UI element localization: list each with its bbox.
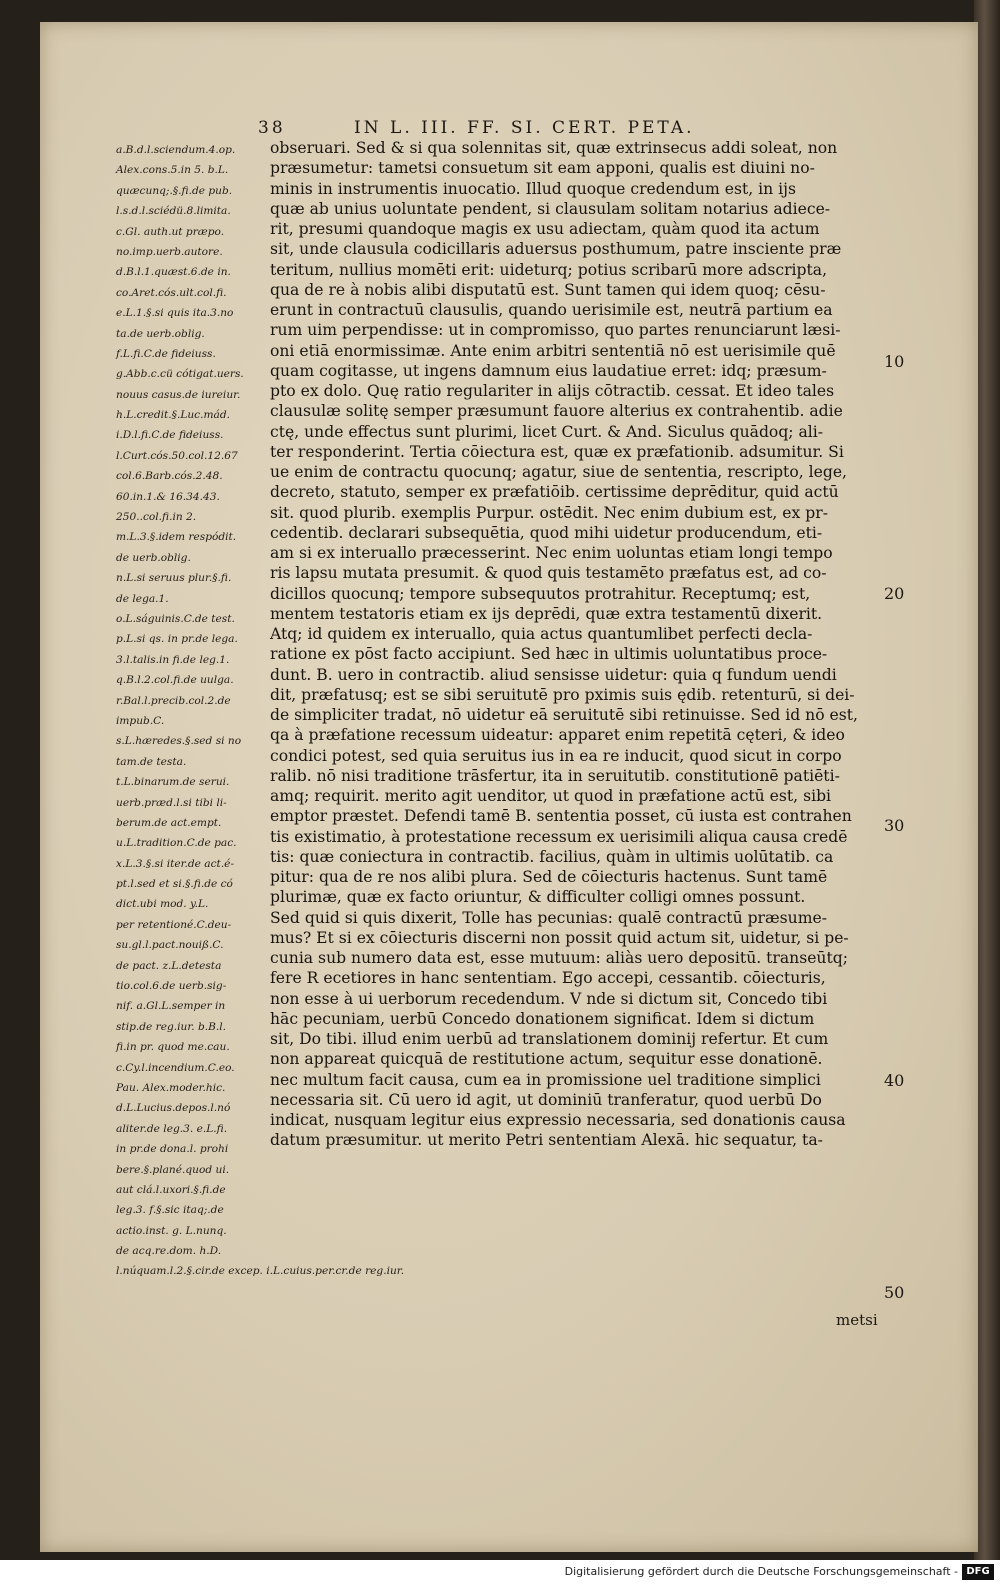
margin-note: o.L.ságuinis.C.de test. <box>116 612 235 625</box>
margin-note: pt.l.sed et si.§.fi.de có <box>116 878 233 891</box>
margin-note: aliter.de leg.3. e.L.fi. <box>116 1122 228 1135</box>
line-number: 20 <box>884 584 905 603</box>
margin-note: in pr.de dona.l. prohi <box>116 1143 229 1156</box>
body-line: dicillos quocunq; tempore subsequutos protrahitur. Receptumq; est, <box>270 584 811 603</box>
body-line: pitur: qua de re nos alibi plura. Sed de cōiecturis hactenus. Sunt tamē <box>270 868 828 886</box>
margin-note: dict.ubi mod. y.L. <box>116 898 209 911</box>
margin-note: l.Curt.cós.50.col.12.67 <box>116 449 238 462</box>
line-number: 40 <box>884 1071 905 1090</box>
body-line: minis in instrumentis inuocatio. Illud quoque credendum est, in ijs <box>270 179 796 198</box>
margin-note: berum.de act.empt. <box>116 816 222 829</box>
dfg-logo: DFG <box>962 1564 994 1580</box>
margin-note: Pau. Alex.moder.hic. <box>116 1081 226 1094</box>
margin-note: col.6.Barb.cós.2.48. <box>116 470 223 483</box>
margin-note: u.L.tradition.C.de pac. <box>116 837 237 850</box>
margin-note: de lega.1. <box>116 592 169 605</box>
body-line: sit. quod plurib. exemplis Purpur. ostēdit. Nec enim dubium est, ex pr- <box>270 503 828 522</box>
body-line: amq; requirit. merito agit uenditor, ut quod in præfatione actū est, sibi <box>270 787 832 805</box>
margin-note: aut clá.l.uxori.§.fi.de <box>116 1183 226 1196</box>
body-line: nec multum facit causa, cum ea in promissione uel traditione simplici <box>270 1070 821 1089</box>
margin-note: d.B.l.1.quæst.6.de in. <box>116 266 231 279</box>
body-line: hāc pecuniam, uerbū Concedo donationem significat. Idem si dictum <box>270 1009 815 1028</box>
digitization-credit: Digitalisierung gefördert durch die Deutsche Forschungsgemeinschaft - <box>564 1565 958 1578</box>
margin-note: n.L.si seruus plur.§.fi. <box>116 572 232 585</box>
margin-note: l.s.d.l.sciédü.8.limita. <box>116 205 231 218</box>
body-line: indicat, nusquam legitur eius expressio necessaria, sed donationis causa <box>270 1111 846 1129</box>
body-line: erunt in contractuū clausulis, quando uerisimile est, neutrā partium ea <box>270 301 833 319</box>
running-head <box>258 118 788 140</box>
body-line: Sed quid si quis dixerit, Tolle has pecunias: qualē contractū præsume- <box>270 908 827 927</box>
body-line: am si ex interuallo præcesserint. Nec enim uoluntas etiam longi tempo <box>270 544 833 562</box>
margin-note: t.L.binarum.de serui. <box>116 776 230 789</box>
body-line: condici potest, sed quia seruitus ius in ea re inducit, quod sicut in corpo <box>270 746 842 765</box>
body-line: non appareat quicquā de restitutione actum, sequitur esse donationē. <box>270 1050 823 1069</box>
margin-note: per retentioné.C.deu- <box>116 918 232 931</box>
body-line: emptor præstet. Defendi tamē B. sententia posset, cū iusta est contrahen <box>270 807 852 826</box>
margin-note: no.imp.uerb.autore. <box>116 245 223 258</box>
body-line: necessaria sit. Cū uero id agit, ut dominiū tranferatur, quod uerbū Do <box>270 1090 822 1109</box>
margin-note: s.L.hæredes.§.sed si no <box>116 735 242 748</box>
margin-note: a.B.d.l.sciendum.4.op. <box>116 144 236 156</box>
body-line: ter responderint. Tertia cōiectura est, quæ ex præfationib. adsumitur. Si <box>270 442 844 461</box>
body-line: qa à præfatione recessum uideatur: apparet enim repetitā cęteri, & ideo <box>270 726 845 745</box>
margin-note: de pact. z.L.detesta <box>116 959 222 972</box>
body-line: mentem testatoris etiam ex ijs deprēdi, quæ extra testamentū dixerit. <box>270 604 823 623</box>
body-line: clausulæ solitę semper præsumunt fauore alterius ex contrahentib. adie <box>270 402 843 421</box>
margin-note: e.L.1.§.si quis ita.3.no <box>116 307 234 320</box>
margin-note: tam.de testa. <box>116 755 187 768</box>
catchword: metsi <box>836 1311 878 1329</box>
body-line: datum præsumitur. ut merito Petri sententiam Alexā. hic sequatur, ta- <box>270 1131 823 1150</box>
margin-note: tio.col.6.de uerb.sig- <box>116 980 227 993</box>
margin-note: nouus casus.de iureiur. <box>116 388 241 401</box>
margin-notes <box>116 140 405 1282</box>
body-line: rit, presumi quandoque magis ex usu adiectam, quàm quod ita actum <box>270 220 820 238</box>
body-line: ratione ex pōst facto accipiunt. Sed hæc in ultimis uoluntatibus proce- <box>270 645 828 664</box>
margin-note: ta.de uerb.oblig. <box>116 327 205 340</box>
margin-note: 60.in.1.& 16.34.43. <box>116 490 220 503</box>
margin-note: nif. a.Gl.L.semper in <box>116 1000 226 1013</box>
running-title: IN L. III. FF. SI. CERT. PETA. <box>354 118 695 138</box>
margin-note: Alex.cons.5.in 5. b.L. <box>116 164 229 177</box>
margin-note: bere.§.plané.quod ui. <box>116 1163 230 1176</box>
margin-note: stip.de reg.iur. b.B.l. <box>116 1020 227 1033</box>
body-line: dunt. B. uero in contractib. aliud sensisse uidetur: quia q fundum uendi <box>270 665 837 684</box>
body-line: dit, præfatusq; est se sibi seruitutē pro pximis suis ędib. retenturū, si dei- <box>270 685 855 704</box>
margin-note: quæcunq;.§.fi.de pub. <box>116 184 233 197</box>
margin-note: m.L.3.§.idem respódit. <box>116 531 237 544</box>
margin-note: uerb.præd.l.si tibi li- <box>116 796 227 809</box>
margin-note: p.L.si qs. in pr.de lega. <box>116 633 238 646</box>
body-line: obseruari. Sed & si qua solennitas sit, quæ extrinsecus addi soleat, non <box>270 139 838 157</box>
margin-note: q.B.l.2.col.fi.de uulga. <box>116 674 234 687</box>
body-line: tis: quæ coniectura in contractib. facilius, quàm in ultimis uolūtatib. ca <box>270 847 834 866</box>
body-line: de simpliciter tradat, nō uidetur eā seruitutē sibi retinuisse. Sed id nō est, <box>270 706 859 724</box>
body-line: mus? Et si ex cōiecturis discerni non possit quid actum sit, uidetur, si pe- <box>270 928 849 947</box>
margin-note: l.núquam.l.2.§.cir.de excep. i.L.cuius.per.cr.de reg.iur. <box>116 1265 405 1278</box>
body-line: rum uim perpendisse: ut in compromisso, quo partes renunciarunt læsi- <box>270 321 841 340</box>
body-line: cunia sub numero data est, esse mutuum: aliàs uero depositū. transeūtq; <box>270 949 848 967</box>
body-line: qua de re à nobis alibi disputatū est. Sunt tamen qui idem quoq; cēsu- <box>270 280 826 299</box>
body-line: plurimæ, quæ ex facto oriuntur, & difficulter colligi omnes possunt. <box>270 888 806 907</box>
margin-note: c.Cy.l.incendium.C.eo. <box>116 1061 235 1074</box>
body-line: ris lapsu mutata presumit. & quod quis testamēto præfatus est, ad co- <box>270 564 827 583</box>
body-line: sit, unde clausula codicillaris aduersus posthumum, patre insciente præ <box>270 240 842 259</box>
margin-note: leg.3. f.§.sic itaq;.de <box>116 1204 224 1217</box>
body-text <box>270 138 882 1151</box>
margin-note: i.D.l.fi.C.de fideiuss. <box>116 429 224 442</box>
margin-note: f.L.fi.C.de fideiuss. <box>116 347 216 360</box>
margin-note: h.L.credit.§.Luc.mád. <box>116 409 230 422</box>
margin-note: r.Bal.l.precib.col.2.de <box>116 694 231 707</box>
body-line: teritum, nullius momēti erit: uideturq; potius scribarū more adscripta, <box>270 260 828 279</box>
body-line: ctę, unde effectus sunt plurimi, licet Curt. & And. Siculus quādoq; ali- <box>270 422 824 441</box>
margin-note: x.L.3.§.si iter.de act.é- <box>116 857 235 870</box>
margin-note: impub.C. <box>116 714 165 727</box>
body-line: non esse à ui uerborum recedendum. V nde si dictum sit, Concedo tibi <box>270 989 828 1008</box>
body-line: præsumetur: tametsi consuetum sit eam apponi, qualis est diuini no- <box>270 159 815 178</box>
margin-note: c.Gl. auth.ut præpo. <box>116 225 225 238</box>
margin-note: co.Aret.cós.ult.col.fi. <box>116 286 227 299</box>
margin-note: actio.inst. g. L.nunq. <box>116 1224 227 1237</box>
body-line: ue enim de contractu quocunq; agatur, siue de sententia, rescripto, lege, <box>270 463 847 481</box>
margin-note: d.L.Lucius.depos.l.nó <box>116 1102 231 1115</box>
margin-note: de uerb.oblig. <box>116 551 191 564</box>
body-line: pto ex dolo. Quę ratio regulariter in alijs cōtractib. cessat. Et ideo tales <box>270 382 835 400</box>
body-line: Atq; id quidem ex interuallo, quia actus quantumlibet perfecti decla- <box>270 625 813 643</box>
margin-note: 3.l.talis.in fi.de leg.1. <box>116 653 230 666</box>
margin-note: de acq.re.dom. h.D. <box>116 1245 222 1258</box>
margin-note: su.gl.l.pact.nouiß.C. <box>116 939 224 952</box>
line-number: 50 <box>884 1283 905 1302</box>
footer-bar <box>0 1560 1000 1585</box>
line-number: 10 <box>884 352 905 371</box>
body-line: fere R ecetiores in hanc sententiam. Ego accepi, cessantib. cōiecturis, <box>270 969 826 988</box>
body-line: oni etiā enormissimæ. Ante enim arbitri sententiā nō est uerisimile quē <box>270 341 836 360</box>
margin-note: 250..col.fi.in 2. <box>116 511 197 524</box>
body-line: quæ ab unius uoluntate pendent, si clausulam solitam notarius adiece- <box>270 199 831 218</box>
line-number: 30 <box>884 816 905 835</box>
body-line: ralib. nō nisi traditione trāsfertur, ita in seruitutib. constitutionē patiēti- <box>270 766 840 785</box>
body-line: quam cogitasse, ut ingens damnum eius laudatiue erret: idq; præsum- <box>270 361 827 380</box>
body-line: decreto, statuto, semper ex præfatiōib. certissime deprēditur, quid actū <box>270 483 839 502</box>
margin-note: g.Abb.c.cü cótigat.uers. <box>116 368 244 381</box>
page-number: 38 <box>258 118 286 138</box>
margin-note: fi.in pr. quod me.cau. <box>116 1041 230 1054</box>
body-line: tis existimatio, à protestatione recessum ex uerisimili aliqua causa credē <box>270 827 848 846</box>
body-line: sit, Do tibi. illud enim uerbū ad translationem dominij refertur. Et cum <box>270 1030 829 1048</box>
body-line: cedentib. declarari subsequētia, quod mihi uidetur producendum, eti- <box>270 523 823 542</box>
